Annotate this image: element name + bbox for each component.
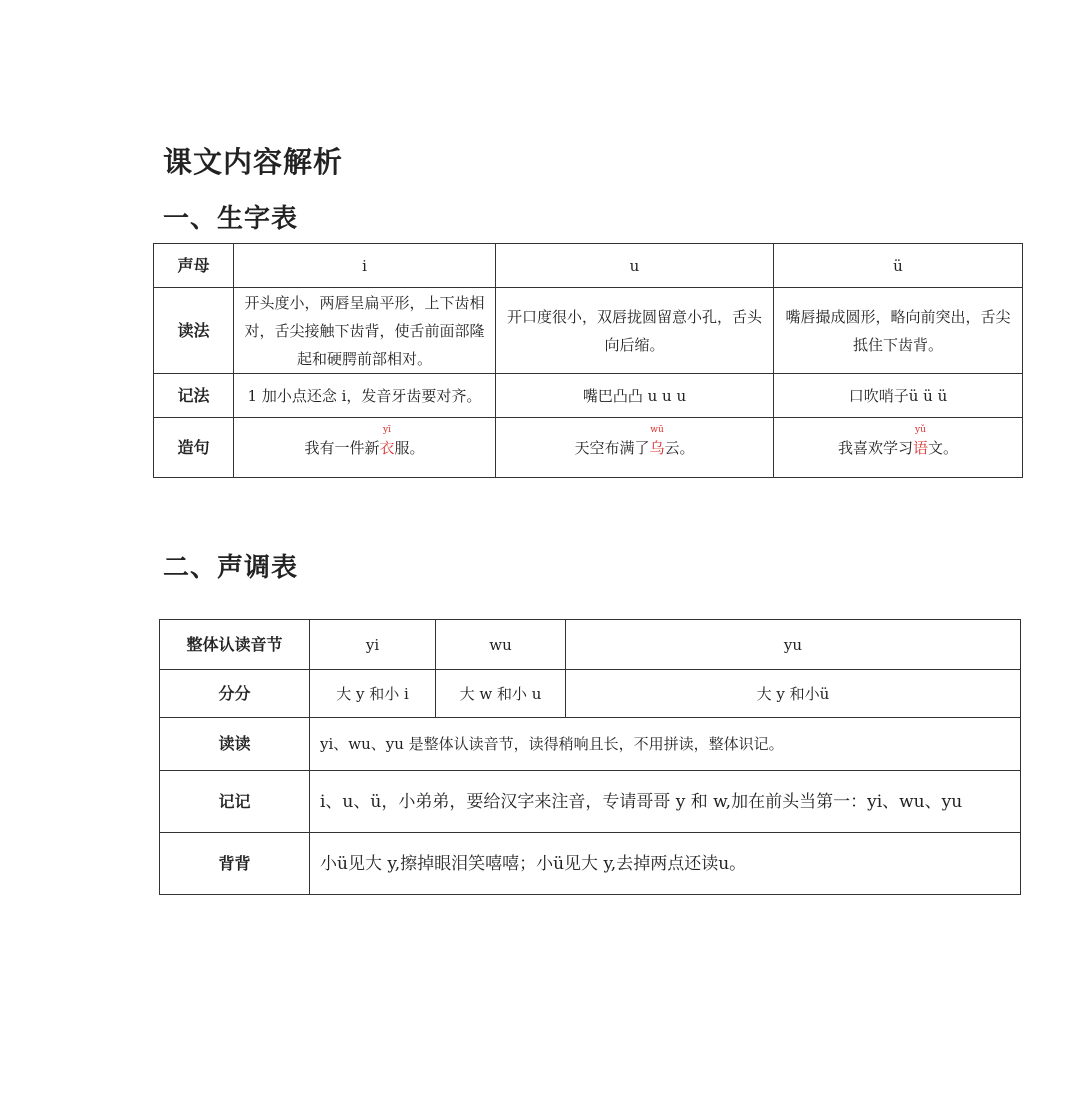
table-cell: yi、wu、yu 是整体认读音节，读得稍响且长，不用拼读，整体识记。 bbox=[310, 718, 1021, 771]
table-header-row bbox=[154, 244, 1023, 288]
row-label: 记法 bbox=[154, 374, 234, 418]
tone-table bbox=[159, 619, 1021, 895]
pinyin-annotation: wū bbox=[650, 424, 664, 435]
section-heading-tone-table: 二、声调表 bbox=[163, 553, 299, 583]
table-row-sentence bbox=[154, 418, 1023, 478]
header-cell: i bbox=[234, 244, 496, 288]
table-cell: yi bbox=[310, 620, 436, 670]
table-row-recite bbox=[160, 833, 1021, 895]
sentence-text: 我有一件新 bbox=[304, 438, 380, 457]
table-cell: 嘴唇撮成圆形，略向前突出，舌尖抵住下齿背。 bbox=[774, 288, 1023, 374]
table-cell: 嘴巴凸凸 u u u bbox=[496, 374, 774, 418]
sentence-text: 天空布满了 bbox=[574, 438, 650, 457]
table-cell: 开头度小，两唇呈扁平形，上下齿相对，舌尖接触下齿背，使舌前面部隆起和硬腭前部相对。 bbox=[234, 288, 496, 374]
sentence-text: 我喜欢学习 bbox=[837, 438, 913, 457]
table-row-read bbox=[160, 718, 1021, 771]
table-cell: 1 加小点还念 i，发音牙齿要对齐。 bbox=[234, 374, 496, 418]
sentence-cell bbox=[496, 418, 774, 478]
highlighted-character: yǔ 语 bbox=[912, 424, 928, 457]
page-title: 课文内容解析 bbox=[163, 145, 344, 179]
sentence-text: 服。 bbox=[394, 438, 425, 457]
table-cell: 小ü见大 y,擦掉眼泪笑嘻嘻；小ü见大 y,去掉两点还读u。 bbox=[310, 833, 1021, 895]
table-row-split bbox=[160, 670, 1021, 718]
table-cell: 大 y 和小ü bbox=[566, 670, 1021, 718]
row-label: 读法 bbox=[154, 288, 234, 374]
table-row-reading bbox=[154, 288, 1023, 374]
table-cell: 口吹哨子ü ü ü bbox=[774, 374, 1023, 418]
pinyin-annotation: yī bbox=[383, 424, 391, 435]
table-cell: yu bbox=[566, 620, 1021, 670]
section-heading-character-table: 一、生字表 bbox=[163, 204, 299, 234]
highlighted-character: wū 乌 bbox=[649, 424, 665, 457]
table-cell: 开口度很小，双唇拢圆留意小孔，舌头向后缩。 bbox=[496, 288, 774, 374]
table-row-syllables bbox=[160, 620, 1021, 670]
sentence-cell bbox=[774, 418, 1023, 478]
row-label: 整体认读音节 bbox=[160, 620, 310, 670]
table-cell: 大 w 和小 u bbox=[436, 670, 566, 718]
row-label: 造句 bbox=[154, 418, 234, 478]
sentence-cell bbox=[234, 418, 496, 478]
sentence-text: 云。 bbox=[664, 438, 695, 457]
row-label: 分分 bbox=[160, 670, 310, 718]
header-cell: 声母 bbox=[154, 244, 234, 288]
highlighted-character: yī 衣 bbox=[379, 424, 395, 457]
header-cell: ü bbox=[774, 244, 1023, 288]
header-cell: u bbox=[496, 244, 774, 288]
table-row-memory bbox=[154, 374, 1023, 418]
table-cell: wu bbox=[436, 620, 566, 670]
row-label: 读读 bbox=[160, 718, 310, 771]
table-cell: 大 y 和小 i bbox=[310, 670, 436, 718]
sentence-text: 文。 bbox=[928, 438, 959, 457]
row-label: 背背 bbox=[160, 833, 310, 895]
row-label: 记记 bbox=[160, 771, 310, 833]
table-row-remember bbox=[160, 771, 1021, 833]
pinyin-annotation: yǔ bbox=[915, 424, 926, 435]
table-cell: i、u、ü，小弟弟，要给汉字来注音，专请哥哥 y 和 w,加在前头当第一：yi、wu、yu bbox=[310, 771, 1021, 833]
character-table bbox=[153, 243, 1023, 478]
